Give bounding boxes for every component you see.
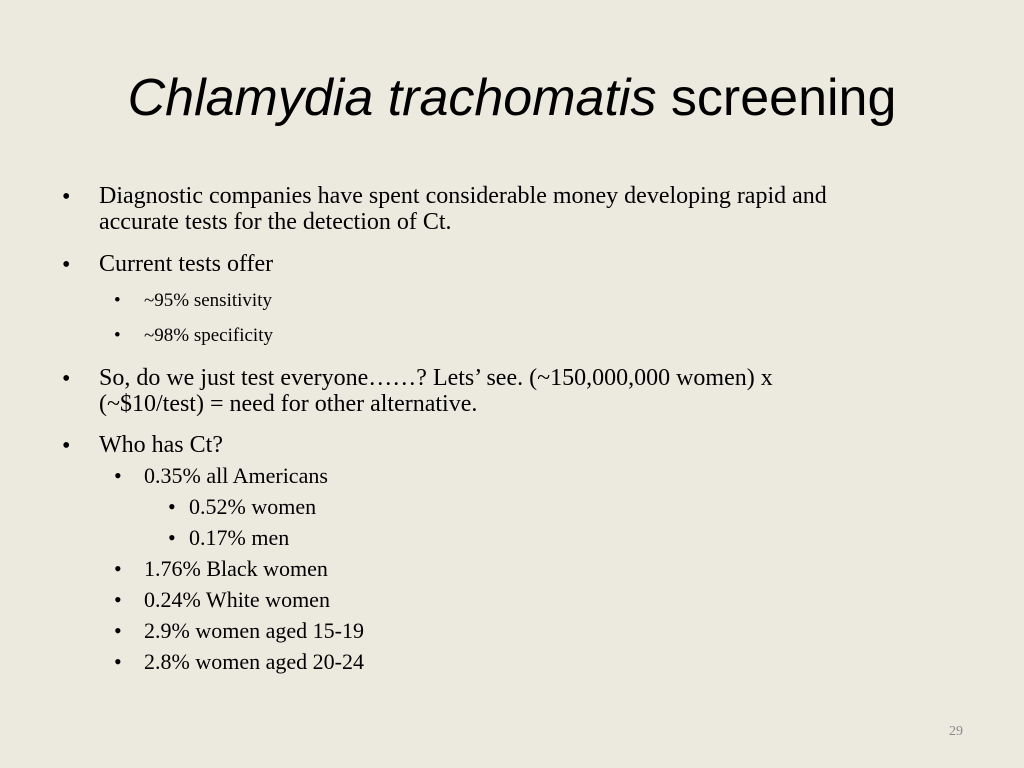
list-item-line: 1.76% Black women (144, 556, 328, 581)
list-item (144, 463, 328, 489)
list-item-line: 0.35% all Americans (144, 463, 328, 488)
bullet-icon: • (114, 290, 121, 311)
bullet-icon: • (168, 494, 176, 519)
list-item-line: (~$10/test) = need for other alternative. (99, 391, 478, 417)
list-item-line: Current tests offer (99, 251, 274, 277)
list-item-line: Diagnostic companies have spent considerable money developing rapid and (99, 183, 827, 209)
bullet-icon: • (62, 433, 71, 459)
list-item-line: accurate tests for the detection of Ct. (99, 209, 452, 235)
bullet-icon: • (114, 463, 122, 488)
bullet-icon: • (114, 649, 122, 674)
list-item-line: ~98% specificity (144, 325, 273, 346)
bullet-icon: • (114, 556, 122, 581)
list-item-line: So, do we just test everyone……? Lets’ see. (~150,000,000 women) x (99, 365, 773, 391)
list-item (144, 556, 328, 582)
bullet-icon: • (114, 325, 121, 346)
page-number: 29 (949, 724, 963, 739)
list-item-line: 0.24% White women (144, 587, 330, 612)
list-item-line: 0.17% men (189, 525, 290, 550)
list-item (99, 365, 773, 417)
list-item (144, 290, 272, 312)
slide-title-rest: screening (670, 69, 897, 127)
list-item-line: ~95% sensitivity (144, 290, 272, 311)
list-item (189, 494, 316, 520)
list-item (99, 432, 223, 458)
bullet-icon: • (114, 618, 122, 643)
list-item-line: Who has Ct? (99, 432, 223, 458)
bullet-icon: • (62, 366, 71, 392)
list-item-line: 2.8% women aged 20-24 (144, 649, 364, 674)
list-item (144, 649, 364, 675)
list-item (144, 587, 330, 613)
list-item (189, 525, 289, 551)
list-item (99, 251, 273, 277)
list-item (144, 325, 273, 347)
bullet-icon: • (168, 525, 176, 550)
bullet-icon: • (114, 587, 122, 612)
list-item (144, 618, 364, 644)
bullet-icon: • (62, 184, 71, 210)
list-item (99, 183, 827, 235)
slide-title-italic: Chlamydia trachomatis (127, 69, 657, 127)
list-item-line: 0.52% women (189, 494, 317, 519)
list-item-line: 2.9% women aged 15-19 (144, 618, 364, 643)
bullet-icon: • (62, 252, 71, 278)
